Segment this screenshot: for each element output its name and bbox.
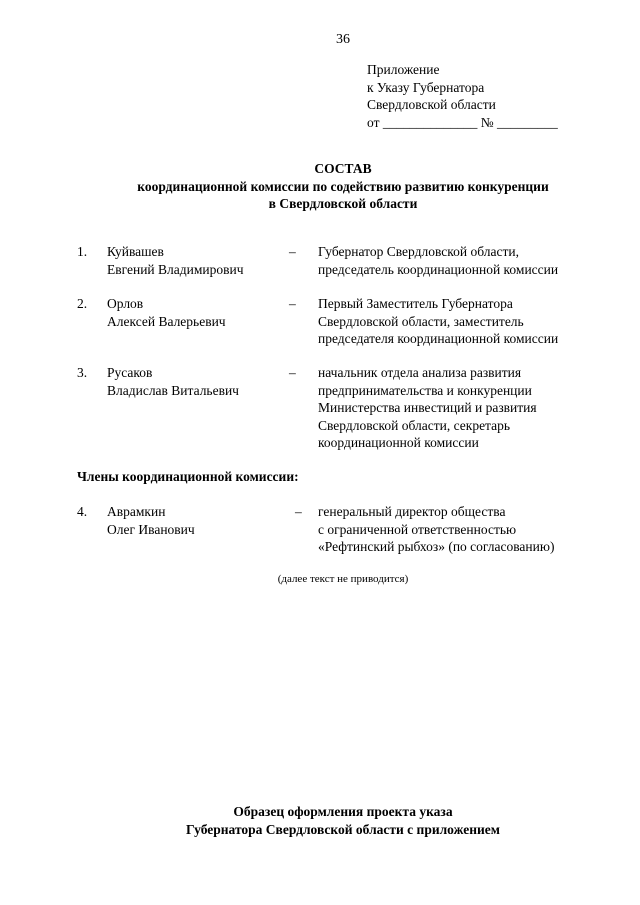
annex-region: Свердловской области: [367, 97, 496, 112]
entry-number: 3.: [77, 365, 88, 380]
member-role-line: предпринимательства и конкуренции: [318, 382, 532, 398]
member-surname: Орлов: [107, 296, 144, 311]
page-number: 36: [336, 32, 350, 47]
member-role-line: с ограниченной ответственностью: [318, 521, 517, 537]
entry-dash: –: [289, 244, 296, 259]
member-role: [318, 364, 537, 452]
member-surname: Куйвашев: [107, 244, 164, 259]
member-role: [318, 295, 558, 348]
member-role: [318, 503, 554, 556]
member-given-names: Евгений Владимирович: [107, 261, 244, 277]
member-surname: Русаков: [107, 365, 153, 380]
annex-date-number-line: от ______________ № _________: [367, 114, 558, 130]
member-surname: Аврамкин: [107, 504, 166, 519]
document-subtitle-line-2: в Свердловской области: [268, 196, 418, 211]
member-name: [107, 364, 239, 399]
member-role-line: генеральный директор общества: [318, 504, 506, 519]
footer-caption-line-2: Губернатора Свердловской области с приложением: [186, 821, 500, 837]
member-role-line: начальник отдела анализа развития: [318, 365, 522, 380]
document-heading: [0, 160, 640, 213]
member-role-line: Свердловской области, секретарь: [318, 417, 511, 433]
annex-label: Приложение: [367, 62, 440, 77]
annex-decree-reference: к Указу Губернатора: [367, 79, 485, 95]
member-role-line: Губернатор Свердловской области,: [318, 244, 519, 259]
member-role-line: Первый Заместитель Губернатора: [318, 296, 513, 311]
entry-dash: –: [289, 365, 296, 380]
entry-dash: –: [295, 504, 302, 519]
omitted-text-note: (далее текст не приводится): [277, 573, 409, 585]
entry-number: 4.: [77, 504, 88, 519]
member-name: [107, 243, 244, 278]
member-given-names: Алексей Валерьевич: [107, 313, 226, 329]
members-heading: Члены координационной комиссии:: [77, 469, 299, 484]
member-given-names: Олег Иванович: [107, 521, 195, 537]
footer-caption-line-1: Образец оформления проекта указа: [233, 804, 453, 819]
entry-dash: –: [289, 296, 296, 311]
member-role-line: координационной комиссии: [318, 435, 479, 450]
document-title: СОСТАВ: [314, 161, 372, 176]
footer-caption: [0, 803, 640, 838]
member-role: [318, 243, 558, 278]
member-given-names: Владислав Витальевич: [107, 382, 239, 398]
entry-number: 1.: [77, 244, 88, 259]
member-role-line: председателя координационной комиссии: [318, 331, 559, 346]
member-role-line: Министерства инвестиций и развития: [318, 400, 537, 415]
entry-number: 2.: [77, 296, 88, 311]
document-subtitle-line-1: координационной комиссии по содействию развитию конкуренции: [137, 178, 549, 194]
member-role-line: председатель координационной комиссии: [318, 261, 559, 277]
member-name: [107, 503, 195, 538]
member-role-line: «Рефтинский рыбхоз» (по согласованию): [318, 539, 555, 554]
member-role-line: Свердловской области, заместитель: [318, 313, 524, 329]
member-name: [107, 295, 226, 330]
annex-block: [367, 61, 627, 131]
